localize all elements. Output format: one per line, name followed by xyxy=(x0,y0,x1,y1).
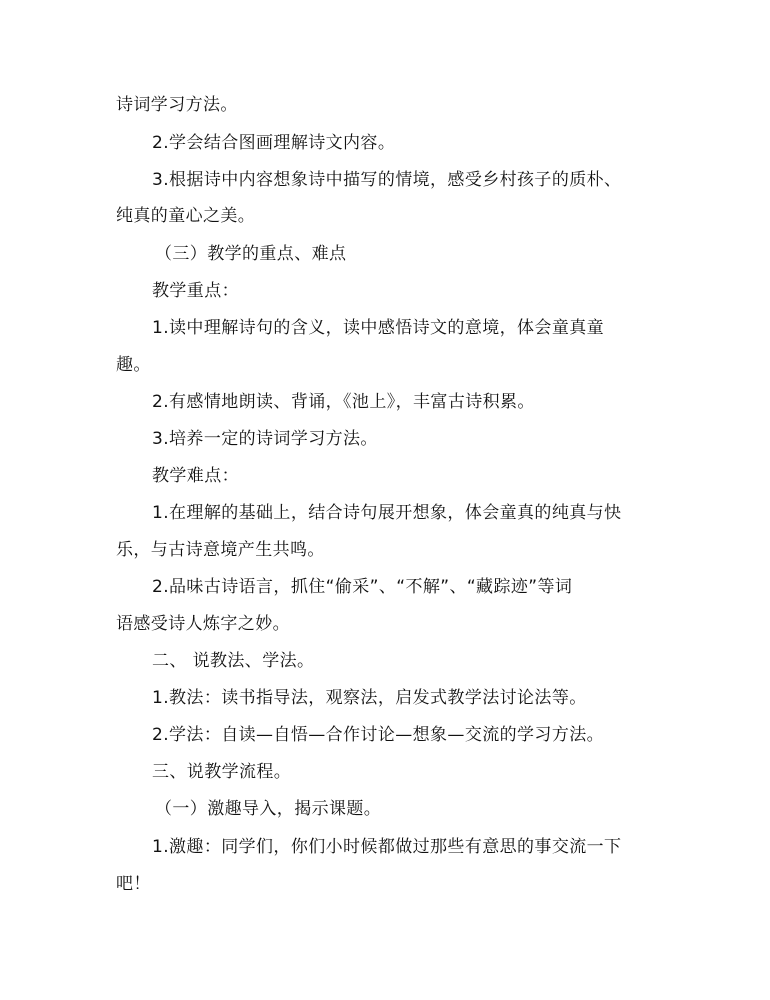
paragraph-line: 乐，与古诗意境产生共鸣。 xyxy=(116,540,325,560)
paragraph-line: 2.学会结合图画理解诗文内容。 xyxy=(152,133,396,153)
paragraph-line: 语感受诗人炼字之妙。 xyxy=(116,614,290,634)
paragraph-line: 1.教法：读书指导法，观察法，启发式教学法讨论法等。 xyxy=(152,688,587,708)
paragraph-line: 趣。 xyxy=(116,355,151,375)
subheading: 教学重点： xyxy=(152,281,239,301)
paragraph-line: 1.读中理解诗句的含义，读中感悟诗文的意境，体会童真童 xyxy=(152,318,605,338)
paragraph-line: 3.根据诗中内容想象诗中描写的情境，感受乡村孩子的质朴、 xyxy=(152,170,622,190)
section-heading: 三、说教学流程。 xyxy=(152,762,292,782)
section-heading: （三）教学的重点、难点 xyxy=(155,244,347,264)
paragraph-line: 诗词学习方法。 xyxy=(116,95,238,115)
section-heading: （一）激趣导入，揭示课题。 xyxy=(155,799,382,819)
paragraph-line: 3.培养一定的诗词学习方法。 xyxy=(152,429,378,449)
paragraph-line: 2.品味古诗语言，抓住“偷采”、“不解”、“藏踪迹”等词 xyxy=(152,577,573,597)
section-heading: 二、 说教法、学法。 xyxy=(152,651,315,671)
paragraph-line: 2.有感情地朗读、背诵，《池上》，丰富古诗积累。 xyxy=(152,392,535,412)
paragraph-line: 1.在理解的基础上，结合诗句展开想象，体会童真的纯真与快 xyxy=(152,503,622,523)
paragraph-line: 2.学法：自读—自悟—合作讨论—想象—交流的学习方法。 xyxy=(152,725,605,745)
paragraph-line: 1.激趣：同学们，你们小时候都做过那些有意思的事交流一下 xyxy=(152,837,622,857)
paragraph-line: 吧！ xyxy=(116,874,151,894)
paragraph-line: 纯真的童心之美。 xyxy=(116,206,256,226)
subheading: 教学难点： xyxy=(152,466,239,486)
